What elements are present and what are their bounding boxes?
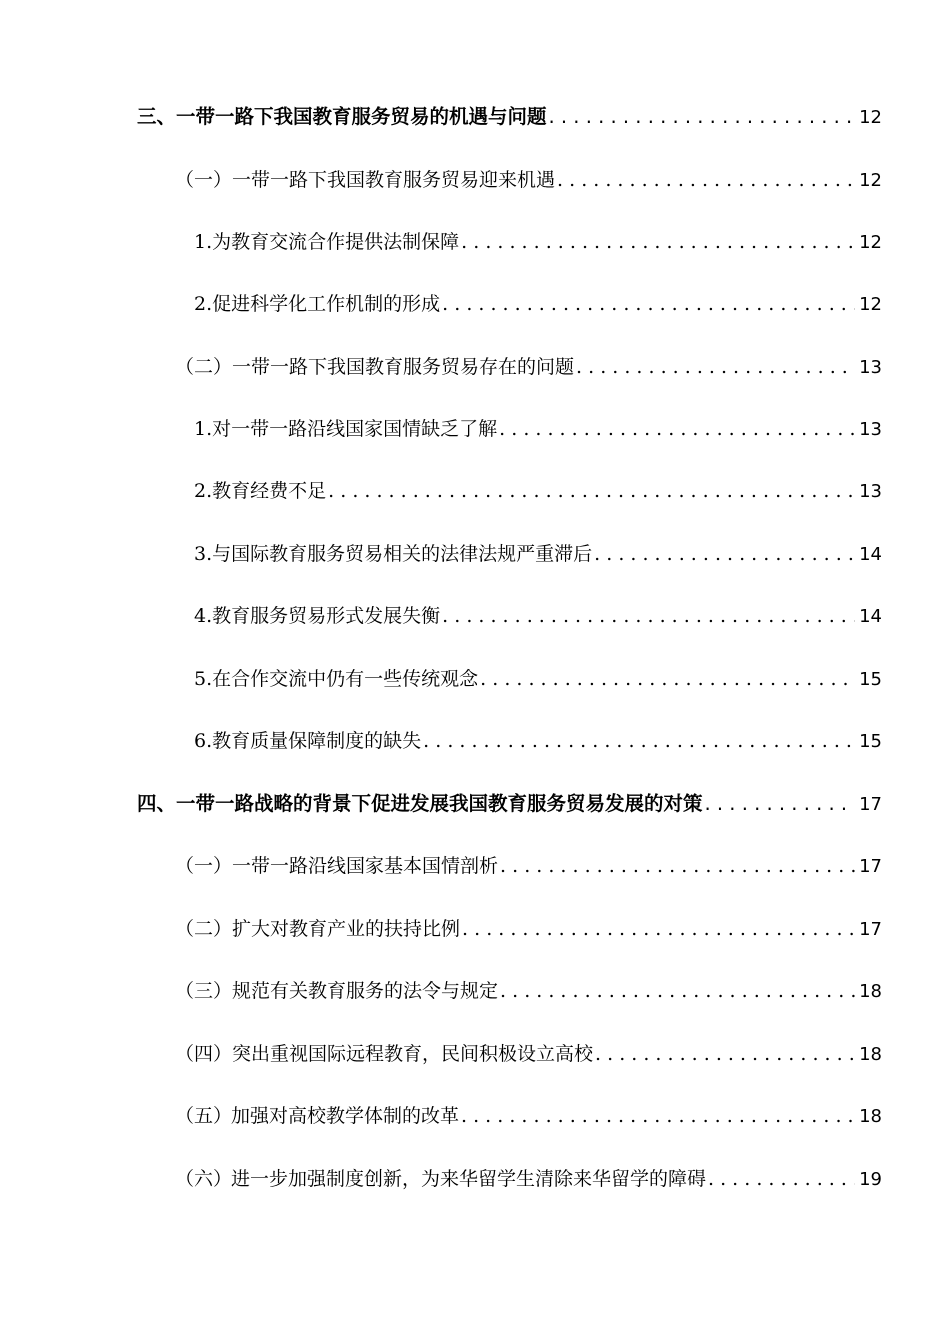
toc-entry-page: 12 [859, 294, 882, 315]
toc-entry-number: 6. [194, 730, 213, 752]
toc-entry-number: 3. [194, 543, 213, 565]
toc-entry-title: 教育服务贸易形式发展失衡 [212, 605, 441, 627]
dot-leader [442, 291, 855, 317]
dot-leader [328, 478, 855, 504]
toc-entry-number: 1. [194, 231, 213, 253]
toc-entry-page: 19 [859, 1169, 882, 1190]
toc-entry-3-1[interactable] [175, 167, 882, 194]
toc-entry-4-3[interactable] [175, 978, 882, 1005]
toc-entry-title: 规范有关教育服务的法令与规定 [232, 980, 499, 1002]
toc-entry-3-2[interactable] [175, 354, 882, 381]
toc-entry-title: 加强对高校教学体制的改革 [231, 1105, 460, 1127]
dot-leader [461, 229, 855, 255]
dot-leader [462, 916, 855, 942]
toc-entry-3-2-4[interactable] [194, 603, 882, 630]
toc-entry-page: 13 [859, 481, 882, 502]
toc-entry-4-2[interactable] [175, 916, 882, 943]
toc-entry-3-2-5[interactable] [194, 666, 882, 693]
toc-entry-title: 扩大对教育产业的扶持比例 [232, 918, 461, 940]
toc-entry-page: 17 [859, 919, 882, 940]
dot-leader [705, 791, 856, 817]
dot-leader [442, 603, 855, 629]
toc-entry-4-6[interactable] [175, 1166, 882, 1193]
toc-entry-3-1-1[interactable] [194, 229, 882, 256]
toc-entry-page: 12 [859, 170, 882, 191]
toc-entry-title: 一带一路下我国教育服务贸易迎来机遇 [232, 169, 556, 191]
toc-entry-page: 12 [859, 107, 882, 128]
toc-entry-title: 进一步加强制度创新，为来华留学生清除来华留学的障碍 [231, 1168, 707, 1190]
toc-entry-title: 在合作交流中仍有一些传统观念 [212, 668, 479, 690]
toc-entry-page: 18 [859, 1044, 882, 1065]
toc-entry-section-4[interactable] [137, 791, 882, 818]
dot-leader [480, 666, 855, 692]
toc-entry-title: 促进科学化工作机制的形成 [212, 293, 441, 315]
toc-entry-number: 2. [194, 480, 213, 502]
toc-entry-title: 为教育交流合作提供法制保障 [212, 231, 460, 253]
dot-leader [595, 1041, 855, 1067]
dot-leader [594, 541, 855, 567]
toc-entry-number: （二） [175, 918, 233, 940]
toc-entry-title: 一带一路沿线国家基本国情剖析 [232, 855, 499, 877]
toc-entry-3-2-2[interactable] [194, 478, 882, 505]
toc-entry-page: 12 [859, 232, 882, 253]
dot-leader [461, 1103, 855, 1129]
toc-entry-page: 18 [859, 1106, 882, 1127]
toc-entry-number: （五） [175, 1105, 233, 1127]
toc-entry-page: 13 [859, 419, 882, 440]
toc-entry-title: 对一带一路沿线国家国情缺乏了解 [212, 418, 498, 440]
toc-entry-page: 17 [859, 794, 882, 815]
toc-entry-number: （三） [175, 980, 233, 1002]
toc-entry-page: 13 [859, 357, 882, 378]
toc-entry-title: 与国际教育服务贸易相关的法律法规严重滞后 [212, 543, 593, 565]
toc-entry-number: （二） [175, 356, 233, 378]
toc-entry-page: 14 [859, 606, 882, 627]
dot-leader [549, 104, 856, 130]
toc-entry-3-2-1[interactable] [194, 416, 882, 443]
toc-entry-3-2-3[interactable] [194, 541, 882, 568]
toc-entry-page: 15 [859, 669, 882, 690]
toc-entry-number: （一） [175, 169, 233, 191]
toc-entry-page: 18 [859, 981, 882, 1002]
toc-entry-page: 14 [859, 544, 882, 565]
toc-entry-number: （四） [175, 1043, 233, 1065]
toc-entry-title: 三、一带一路下我国教育服务贸易的机遇与问题 [137, 105, 547, 128]
dot-leader [576, 354, 855, 380]
toc-entry-number: 4. [194, 605, 213, 627]
toc-entry-number: 5. [194, 668, 213, 690]
dot-leader [499, 416, 855, 442]
toc-entry-page: 15 [859, 731, 882, 752]
toc-entry-title: 突出重视国际远程教育，民间积极设立高校 [232, 1043, 594, 1065]
toc-entry-title: 教育质量保障制度的缺失 [212, 730, 422, 752]
toc-entry-title: 教育经费不足 [212, 480, 327, 502]
dot-leader [423, 728, 855, 754]
toc-entry-4-4[interactable] [175, 1041, 882, 1068]
dot-leader [500, 853, 855, 879]
toc-entry-section-3[interactable] [137, 104, 882, 131]
toc-entry-number: 1. [194, 418, 213, 440]
dot-leader [708, 1166, 855, 1192]
toc-entry-4-1[interactable] [175, 853, 882, 880]
dot-leader [500, 978, 855, 1004]
dot-leader [557, 167, 855, 193]
toc-entry-4-5[interactable] [175, 1103, 882, 1130]
toc-entry-number: （一） [175, 855, 233, 877]
toc-entry-number: 2. [194, 293, 213, 315]
toc-entry-3-1-2[interactable] [194, 291, 882, 318]
toc-entry-title: 四、一带一路战略的背景下促进发展我国教育服务贸易发展的对策 [137, 792, 703, 815]
toc-entry-3-2-6[interactable] [194, 728, 882, 755]
toc-entry-page: 17 [859, 856, 882, 877]
toc-entry-number: （六） [175, 1168, 233, 1190]
toc-entry-title: 一带一路下我国教育服务贸易存在的问题 [232, 356, 575, 378]
